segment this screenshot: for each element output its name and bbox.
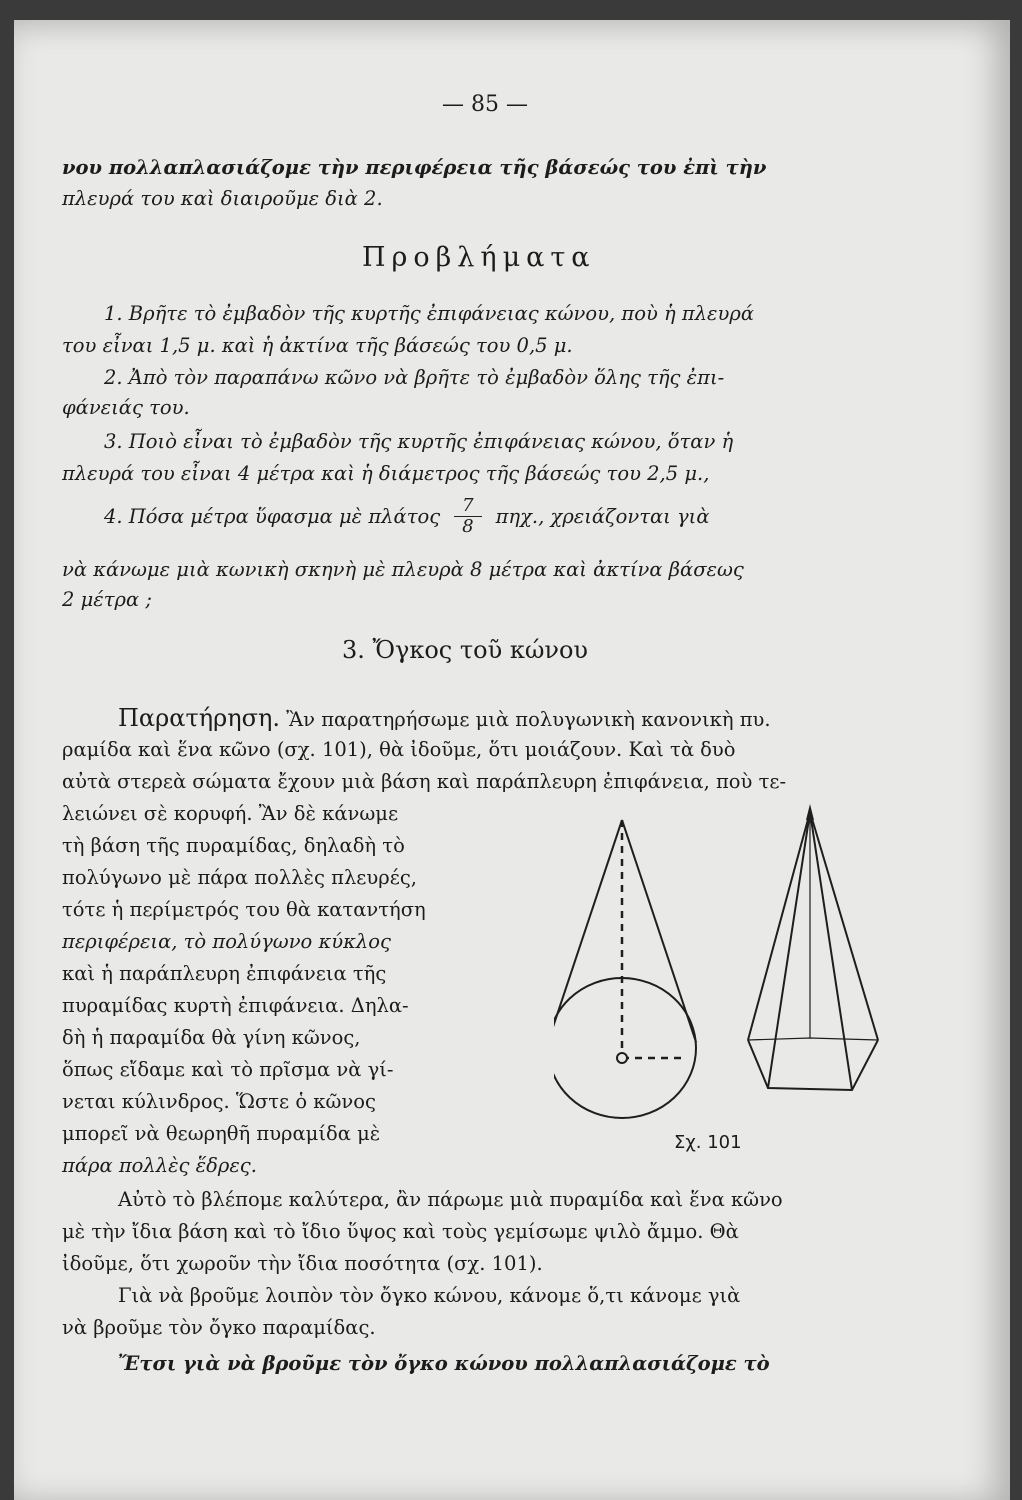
pyramid-base-front bbox=[748, 1040, 878, 1090]
observation-line-3: αὐτὰ στερεὰ σώματα ἔχουν μιὰ βάση καὶ παράπλευρη ἐπιφάνεια, ποὺ τε- bbox=[62, 770, 787, 793]
observation-line-2: ραμίδα καὶ ἕνα κῶνο (σχ. 101), θὰ ἰδοῦμε, ὅτι μοιάζουν. Καὶ τὰ δυὸ bbox=[62, 738, 736, 761]
problem-4-line-1 bbox=[104, 496, 710, 537]
closing-line-2: μὲ τὴν ἴδια βάση καὶ τὸ ἴδιο ὕψος καὶ τοὺς γεμίσωμε ψιλὸ ἄμμο. Θὰ bbox=[62, 1220, 739, 1243]
intro-line-1: νου πολλαπλασιάζομε τὴν περιφέρεια τῆς βάσεώς του ἐπὶ τὴν bbox=[62, 156, 767, 179]
fraction-seven-eighths bbox=[454, 496, 481, 537]
observation-line-9: καὶ ἡ παράπλευρη ἐπιφάνεια τῆς bbox=[62, 962, 387, 985]
problem-2-line-2: φάνειάς του. bbox=[62, 396, 190, 419]
intro-line-2: πλευρά του καὶ διαιροῦμε διὰ 2. bbox=[62, 187, 383, 210]
observation-line-10: πυραμίδας κυρτὴ ἐπιφάνεια. Δηλα- bbox=[62, 994, 409, 1017]
fraction-denominator: 8 bbox=[462, 516, 474, 537]
problem-4-text-after: πηχ., χρειάζονται γιὰ bbox=[495, 504, 710, 528]
observation-line-15: πάρα πολλὲς ἕδρες. bbox=[62, 1154, 257, 1177]
problem-2-line-1: 2. Ἀπὸ τὸν παραπάνω κῶνο νὰ βρῆτε τὸ ἐμβαδὸν ὅλης τῆς ἐπι- bbox=[104, 366, 725, 389]
observation-line-13: νεται κύλινδρος. Ὥστε ὁ κῶνος bbox=[62, 1090, 376, 1113]
observation-line-8: περιφέρεια, τὸ πολύγωνο κύκλος bbox=[62, 930, 391, 953]
pyramid-apex-mark bbox=[806, 804, 814, 820]
fraction-numerator: 7 bbox=[454, 496, 481, 517]
closing-line-5: νὰ βροῦμε τὸν ὄγκο παραμίδας. bbox=[62, 1316, 376, 1339]
pyramid-base-back bbox=[748, 1038, 878, 1040]
problem-1-line-2: του εἶναι 1,5 μ. καὶ ἡ ἀκτίνα τῆς βάσεώς του 0,5 μ. bbox=[62, 334, 573, 357]
cone-right-edge bbox=[622, 820, 696, 1042]
problems-heading: Προβλήματα bbox=[362, 242, 596, 273]
closing-line-6: Ἔτσι γιὰ νὰ βροῦμε τὸν ὄγκο κώνου πολλαπλασιάζομε τὸ bbox=[118, 1352, 770, 1375]
figure-101 bbox=[554, 790, 934, 1130]
problem-4-text-before: 4. Πόσα μέτρα ὕφασμα μὲ πλάτος bbox=[104, 504, 441, 528]
observation-line-7: τότε ἡ περίμετρός του θὰ καταντήση bbox=[62, 898, 426, 921]
observation-title: Παρατήρηση. bbox=[118, 704, 280, 732]
problem-4-line-3: 2 μέτρα ; bbox=[62, 588, 152, 611]
pyramid-edge-1 bbox=[748, 812, 810, 1040]
pyramid-edge-2 bbox=[768, 812, 810, 1088]
observation-line-5: τὴ βάση τῆς πυραμίδας, δηλαδὴ τὸ bbox=[62, 834, 405, 857]
observation-line-12: ὅπως εἴδαμε καὶ τὸ πρῖσμα νὰ γί- bbox=[62, 1058, 394, 1081]
problem-3-line-2: πλευρά του εἶναι 4 μέτρα καὶ ἡ διάμετρος τῆς βάσεώς του 2,5 μ., bbox=[62, 462, 710, 485]
cone-center-point bbox=[617, 1053, 627, 1063]
book-page bbox=[14, 20, 1010, 1500]
problem-4-line-2: νὰ κάνωμε μιὰ κωνικὴ σκηνὴ μὲ πλευρὰ 8 μέτρα καὶ ἀκτίνα βάσεως bbox=[62, 558, 744, 581]
closing-line-1: Αὐτὸ τὸ βλέπομε καλύτερα, ἂν πάρωμε μιὰ πυραμίδα καὶ ἕνα κῶνο bbox=[118, 1188, 783, 1211]
observation-line-11: δὴ ἡ παραμίδα θὰ γίνη κῶνος, bbox=[62, 1026, 361, 1049]
page-number: — 85 — bbox=[442, 92, 528, 117]
observation-line-14: μπορεῖ νὰ θεωρηθῆ πυραμίδα μὲ bbox=[62, 1122, 381, 1145]
section-title: 3. Ὄγκος τοῦ κώνου bbox=[342, 636, 589, 664]
problem-1-line-1: 1. Βρῆτε τὸ ἐμβαδὸν τῆς κυρτῆς ἐπιφάνειας κώνου, ποὺ ἡ πλευρά bbox=[104, 302, 755, 325]
observation-line-4: λειώνει σὲ κορυφή. Ἂν δὲ κάνωμε bbox=[62, 802, 399, 825]
cone-left-edge bbox=[554, 820, 622, 1042]
cone-base-circle bbox=[554, 978, 696, 1118]
closing-line-3: ἰδοῦμε, ὅτι χωροῦν τὴν ἴδια ποσότητα (σχ. 101). bbox=[62, 1252, 543, 1275]
problem-3-line-1: 3. Ποιὸ εἶναι τὸ ἐμβαδὸν τῆς κυρτῆς ἐπιφάνειας κώνου, ὅταν ἡ bbox=[104, 430, 734, 453]
observation-line-6: πολύγωνο μὲ πάρα πολλὲς πλευρές, bbox=[62, 866, 417, 889]
observation-line-1 bbox=[118, 704, 771, 734]
figure-caption: Σχ. 101 bbox=[674, 1132, 742, 1153]
observation-line-1-text: Ἂν παρατηρήσωμε μιὰ πολυγωνικὴ κανονικὴ πυ. bbox=[286, 708, 771, 731]
pyramid-edge-3 bbox=[810, 812, 852, 1090]
pyramid-edge-4 bbox=[810, 812, 878, 1040]
closing-line-4: Γιὰ νὰ βροῦμε λοιπὸν τὸν ὄγκο κώνου, κάνομε ὅ,τι κάνομε γιὰ bbox=[118, 1284, 741, 1307]
